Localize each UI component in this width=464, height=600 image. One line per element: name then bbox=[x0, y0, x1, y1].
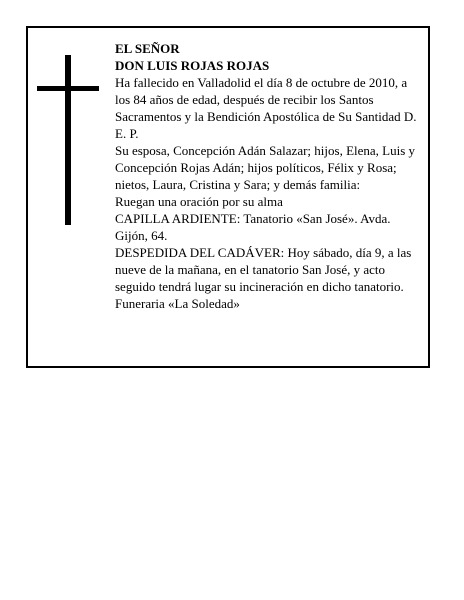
cross-vertical-bar bbox=[65, 55, 71, 225]
chapel-info: CAPILLA ARDIENTE: Tanatorio «San José». Avda. Gijón, 64. bbox=[115, 211, 391, 243]
obituary-text bbox=[115, 40, 425, 312]
obituary-frame bbox=[26, 26, 430, 368]
death-announcement: Ha fallecido en Valladolid el día 8 de octubre de 2010, a los 84 años de edad, después de recibir los Santos Sacramentos y la Bendición Apostólica de Su Santidad D. E. P. bbox=[115, 75, 417, 141]
family-list: Su esposa, Concepción Adán Salazar; hijos, Elena, Luis y Concepción Rojas Adán; hijos políticos, Félix y Rosa; nietos, Laura, Cristina y Sara; y demás familia: bbox=[115, 143, 416, 192]
funeral-home: Funeraria «La Soledad» bbox=[115, 296, 240, 311]
cross-icon bbox=[37, 55, 99, 225]
cross-horizontal-bar bbox=[37, 86, 99, 91]
farewell-info: DESPEDIDA DEL CADÁVER: Hoy sábado, día 9, a las nueve de la mañana, en el tanatorio San José, y acto seguido tendrá lugar su incineración en dicho tanatorio. bbox=[115, 245, 412, 294]
deceased-name: DON LUIS ROJAS ROJAS bbox=[115, 58, 270, 73]
prayer-request: Ruegan una oración por su alma bbox=[115, 194, 283, 209]
honorific: EL SEÑOR bbox=[115, 41, 180, 56]
